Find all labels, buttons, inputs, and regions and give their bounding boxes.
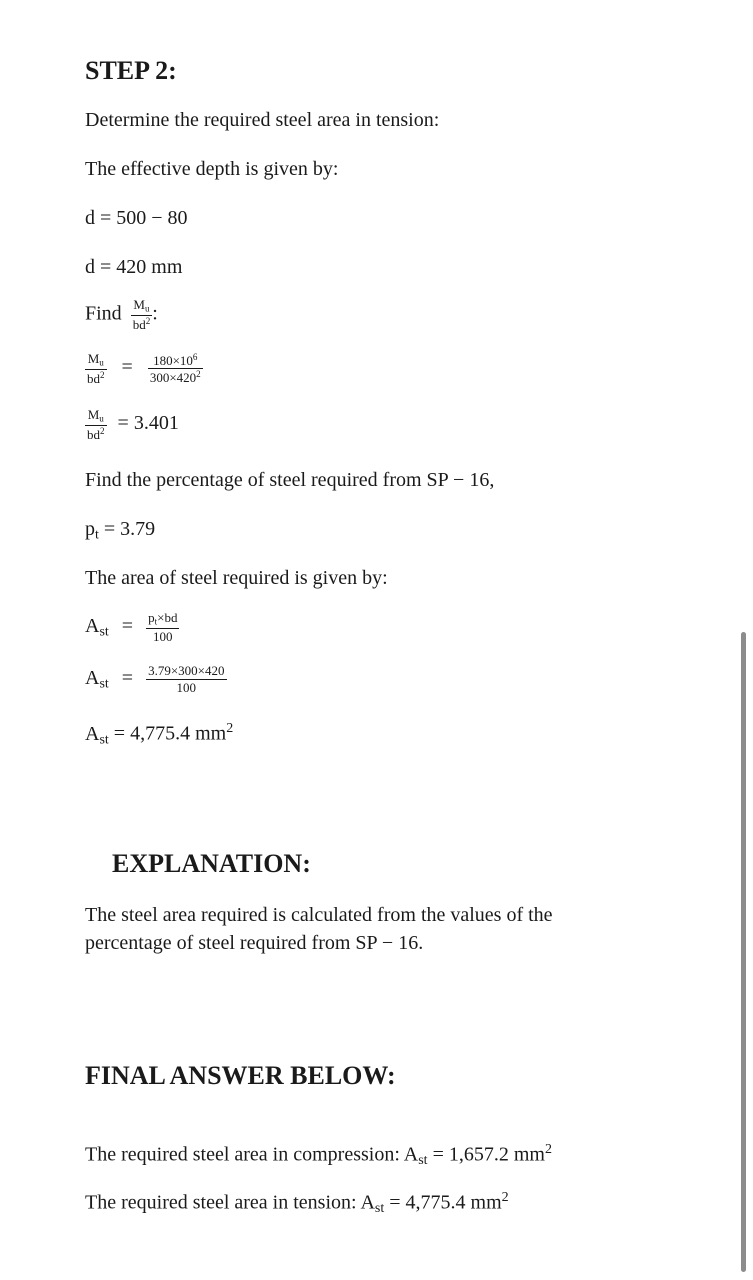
percentage-label: Find the percentage of steel required from SP − 16,	[85, 469, 495, 491]
ast-substitution	[85, 664, 227, 694]
depth-equation-1: d = 500 − 80	[85, 207, 188, 229]
explanation-line-1: The steel area required is calculated from the values of the	[85, 904, 553, 926]
equals-sign: =	[121, 356, 133, 379]
ast-substitution-fraction: $\frac{3.79\times 300\times 420}{100}$	[148, 663, 225, 695]
final-compression: The required steel area in compression: $A_{st} = 1,657.2$ $mm^2$	[85, 1142, 552, 1169]
ast-value: = 4,775.4 mm	[113, 722, 227, 745]
depth-equation-2: d = 420 mm	[85, 256, 183, 278]
ratio-lhs-fraction: $\frac{M_u}{bd^2}$	[87, 351, 105, 386]
pt-value: = 3.79	[103, 518, 156, 540]
ast-result: $A_{st} = 4,775.4$ $mm^2$	[85, 721, 234, 748]
pt-subscript: t	[95, 527, 99, 543]
ratio-equation	[85, 352, 203, 385]
find-ratio-line	[85, 298, 158, 331]
ratio-value: = 3.401	[117, 412, 179, 435]
ast-symbol: $A_{st}$	[85, 614, 109, 640]
ast-symbol: $A_{st}$	[85, 722, 109, 748]
equals-sign: =	[121, 614, 134, 637]
find-label: Find	[85, 302, 122, 325]
final-heading: FINAL ANSWER BELOW:	[85, 1061, 396, 1090]
ratio-fraction: $\frac{M_u}{bd^2}$	[132, 297, 151, 332]
vertical-scrollbar[interactable]	[741, 632, 746, 1272]
colon: :	[152, 302, 158, 325]
ratio-rhs-fraction: $\frac{180\times 10^6}{300\times 420^2}$	[149, 351, 201, 386]
ast-formula	[85, 611, 179, 643]
area-label: The area of steel required is given by:	[85, 567, 388, 589]
explanation-line-2: percentage of steel required from SP − 16.	[85, 932, 424, 954]
final-tension: The required steel area in tension: $A_{st} = 4,775.4$ $mm^2$	[85, 1190, 509, 1217]
ast-symbol: $A_{st}$	[85, 666, 109, 692]
pt-symbol: p	[85, 518, 95, 540]
explanation-heading: EXPLANATION:	[112, 849, 311, 878]
step-heading: STEP 2:	[85, 56, 177, 85]
ast-formula-fraction: $\frac{p_t\times bd}{100}$	[148, 610, 178, 644]
intro-text: Determine the required steel area in tension:	[85, 109, 440, 131]
equals-sign: =	[121, 666, 134, 689]
pt-equation	[85, 518, 155, 544]
ratio-result	[85, 408, 179, 441]
ratio-result-fraction: $\frac{M_u}{bd^2}$	[87, 407, 105, 442]
effective-depth-label: The effective depth is given by:	[85, 158, 339, 180]
